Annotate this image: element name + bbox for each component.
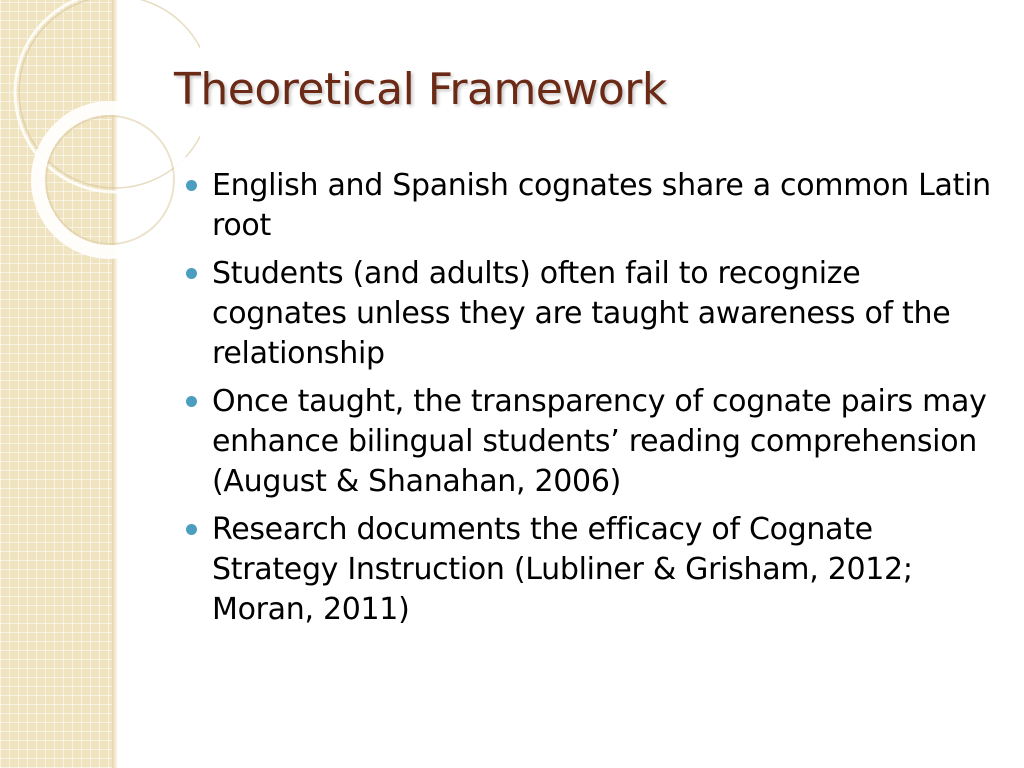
bullet-marker-icon — [186, 524, 197, 535]
bullet-marker-icon — [186, 180, 197, 191]
bullet-list — [186, 166, 998, 638]
bullet-item — [186, 382, 998, 502]
bullet-item — [186, 166, 998, 246]
bullet-text: English and Spanish cognates share a common Latin root — [212, 168, 991, 243]
bullet-marker-icon — [186, 268, 197, 279]
slide-title: Theoretical Framework — [174, 64, 667, 115]
bullet-text: Research documents the efficacy of Cognate Strategy Instruction (Lubliner & Grisham, 2012; Moran, 2011) — [212, 512, 913, 627]
decorative-rings — [0, 0, 200, 260]
bullet-text: Students (and adults) often fail to recognize cognates unless they are taught awareness of the relationship — [212, 256, 951, 371]
bullet-item — [186, 254, 998, 374]
bullet-marker-icon — [186, 396, 197, 407]
bullet-item — [186, 510, 998, 630]
bullet-text: Once taught, the transparency of cognate pairs may enhance bilingual students’ reading comprehension (August & Shanahan, 2006) — [212, 384, 987, 499]
